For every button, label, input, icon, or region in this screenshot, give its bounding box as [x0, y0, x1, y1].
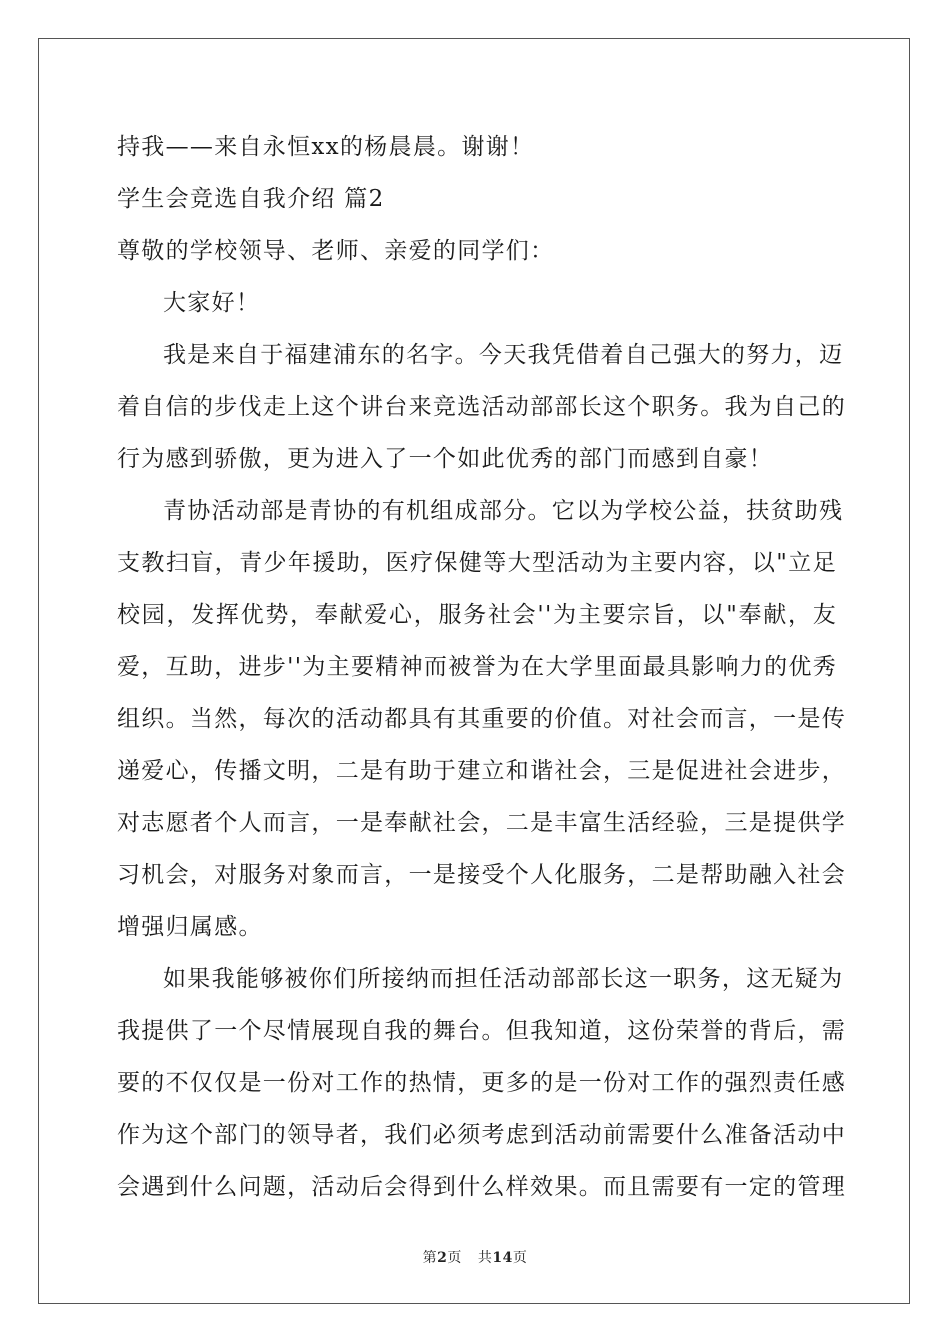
paragraph-line: 递爱心，传播文明，二是有助于建立和谐社会，三是促进社会进步，: [117, 758, 846, 784]
document-body: [117, 128, 846, 1220]
total-pages: 14: [492, 1250, 513, 1266]
paragraph-line: 着自信的步伐走上这个讲台来竞选活动部部长这个职务。我为自己的: [117, 394, 846, 420]
paragraph-line: 要的不仅仅是一份对工作的热情，更多的是一份对工作的强烈责任感: [117, 1070, 846, 1096]
paragraph-line: 对志愿者个人而言，一是奉献社会，二是丰富生活经验，三是提供学: [117, 810, 846, 836]
total-prefix: 共: [477, 1250, 493, 1266]
paragraph-line: 增强归属感。: [117, 914, 263, 940]
paragraph-line: 校园，发挥优势，奉献爱心，服务社会''为主要宗旨，以"奉献，友: [117, 602, 837, 628]
page-footer: [0, 1247, 950, 1267]
paragraph-line: 支教扫盲，青少年援助，医疗保健等大型活动为主要内容，以"立足: [117, 550, 837, 576]
paragraph-line: 爱，互助，进步''为主要精神而被誉为在大学里面最具影响力的优秀: [117, 654, 837, 680]
page-suffix: 页: [447, 1250, 462, 1266]
paragraph-line: 持我——来自永恒xx的杨晨晨。谢谢！: [117, 134, 535, 160]
paragraph-line: 我是来自于福建浦东的名字。今天我凭借着自己强大的努力，迈: [163, 342, 844, 368]
paragraph-line: 我提供了一个尽情展现自我的舞台。但我知道，这份荣誉的背后，需: [117, 1018, 846, 1044]
paragraph-line: 习机会，对服务对象而言，一是接受个人化服务，二是帮助融入社会: [117, 862, 846, 888]
greeting: 大家好！: [163, 290, 261, 316]
paragraph-line: 作为这个部门的领导者，我们必须考虑到活动前需要什么准备活动中: [117, 1122, 846, 1148]
total-suffix: 页: [512, 1250, 528, 1266]
page-number: 2: [437, 1250, 448, 1266]
paragraph-line: 组织。当然，每次的活动都具有其重要的价值。对社会而言，一是传: [117, 706, 846, 732]
paragraph-line: 青协活动部是青协的有机组成部分。它以为学校公益，扶贫助残: [163, 498, 844, 524]
paragraph-line: 如果我能够被你们所接纳而担任活动部部长这一职务，这无疑为: [163, 966, 844, 992]
paragraph-line: 会遇到什么问题，活动后会得到什么样效果。而且需要有一定的管理: [117, 1174, 846, 1200]
section-heading: 学生会竞选自我介绍 篇2: [117, 186, 385, 212]
paragraph-line: 行为感到骄傲，更为进入了一个如此优秀的部门而感到自豪！: [117, 446, 774, 472]
salutation: 尊敬的学校领导、老师、亲爱的同学们：: [117, 238, 555, 264]
page-prefix: 第: [422, 1250, 438, 1266]
